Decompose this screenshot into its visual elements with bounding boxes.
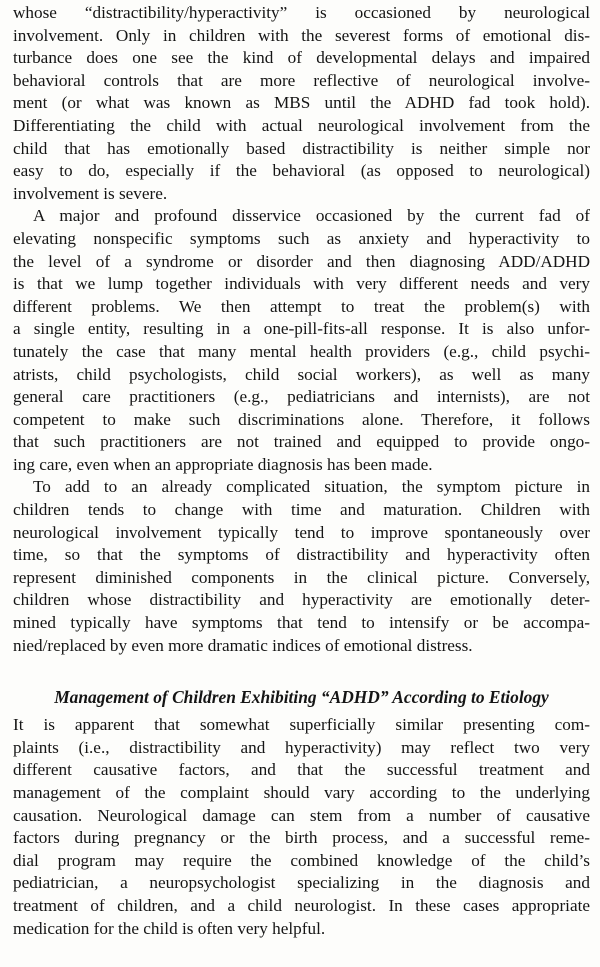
text-line: a single entity, resulting in a one-pill-fits-all response. It is also unfor- bbox=[13, 319, 590, 339]
text-line: Differentiating the child with actual neurological involvement from the bbox=[13, 115, 590, 135]
text-line: tunately the case that many mental health providers (e.g., child psychi- bbox=[13, 341, 590, 361]
text-line: plaints (i.e., distractibility and hyperactivity) may reflect two very bbox=[13, 737, 590, 757]
text-line: different problems. We then attempt to treat the problem(s) with bbox=[13, 296, 590, 316]
text-line: that such practitioners are not trained and equipped to provide ongo- bbox=[13, 432, 590, 452]
text-line: To add to an already complicated situation, the symptom picture in bbox=[33, 477, 590, 497]
section-paragraph bbox=[13, 714, 590, 940]
text-line: involvement. Only in children with the severest forms of emotional dis- bbox=[13, 25, 590, 45]
text-line: child that has emotionally based distractibility is neither simple nor bbox=[13, 138, 590, 158]
text-line: easy to do, especially if the behavioral (as opposed to neurological) bbox=[13, 161, 590, 181]
text-line: medication for the child is often very helpful. bbox=[13, 918, 326, 938]
text-line: ing care, even when an appropriate diagnosis has been made. bbox=[13, 454, 433, 474]
text-line: behavioral controls that are more reflective of neurological involve- bbox=[13, 70, 590, 90]
text-line: general care practitioners (e.g., pediatricians and internists), are not bbox=[13, 387, 590, 407]
section-heading: Management of Children Exhibiting “ADHD” According to Etiology bbox=[54, 687, 549, 708]
text-line: children tends to change with time and maturation. Children with bbox=[13, 500, 590, 520]
text-line: involvement is severe. bbox=[13, 183, 168, 203]
text-line: whose “distractibility/hyperactivity” is occasioned by neurological bbox=[13, 3, 590, 22]
paragraph-2 bbox=[13, 205, 590, 476]
text-line: elevating nonspecific symptoms such as anxiety and hyperactivity to bbox=[13, 228, 590, 248]
text-line: treatment of children, and a child neurologist. In these cases appropriate bbox=[13, 895, 590, 915]
text-line: the level of a syndrome or disorder and then diagnosing ADD/ADHD bbox=[13, 251, 590, 271]
text-line: neurological involvement typically tend to improve spontaneously over bbox=[13, 522, 590, 542]
text-line: nied/replaced by even more dramatic indices of emotional distress. bbox=[13, 635, 473, 655]
paragraph-1 bbox=[13, 2, 590, 205]
text-line: mined typically have symptoms that tend to intensify or be accompa- bbox=[13, 613, 590, 633]
paragraph-3 bbox=[13, 476, 590, 657]
text-line: different causative factors, and that the successful treatment and bbox=[13, 760, 590, 780]
text-line: turbance does one see the kind of developmental delays and impaired bbox=[13, 48, 590, 68]
text-line: represent diminished components in the clinical picture. Conversely, bbox=[13, 567, 590, 587]
text-line: causation. Neurological damage can stem from a number of causative bbox=[13, 805, 590, 825]
text-line: pediatrician, a neuropsychologist specializing in the diagnosis and bbox=[13, 873, 590, 893]
text-line: children whose distractibility and hyperactivity are emotionally deter- bbox=[13, 590, 590, 610]
text-line: time, so that the symptoms of distractibility and hyperactivity often bbox=[13, 545, 590, 565]
text-line: is that we lump together individuals with very different needs and very bbox=[13, 274, 590, 294]
text-line: competent to make such discriminations alone. Therefore, it follows bbox=[13, 409, 590, 429]
text-line: dial program may require the combined knowledge of the child’s bbox=[13, 850, 590, 870]
text-line: management of the complaint should vary according to the underlying bbox=[13, 783, 590, 802]
text-line: It is apparent that somewhat superficially similar presenting com- bbox=[13, 715, 590, 735]
text-line: atrists, child psychologists, child social workers), as well as many bbox=[13, 364, 590, 384]
text-line: A major and profound disservice occasioned by the current fad of bbox=[33, 206, 590, 226]
text-line: ment (or what was known as MBS until the ADHD fad took hold). bbox=[13, 93, 590, 113]
text-line: factors during pregnancy or the birth process, and a successful reme- bbox=[13, 828, 590, 848]
